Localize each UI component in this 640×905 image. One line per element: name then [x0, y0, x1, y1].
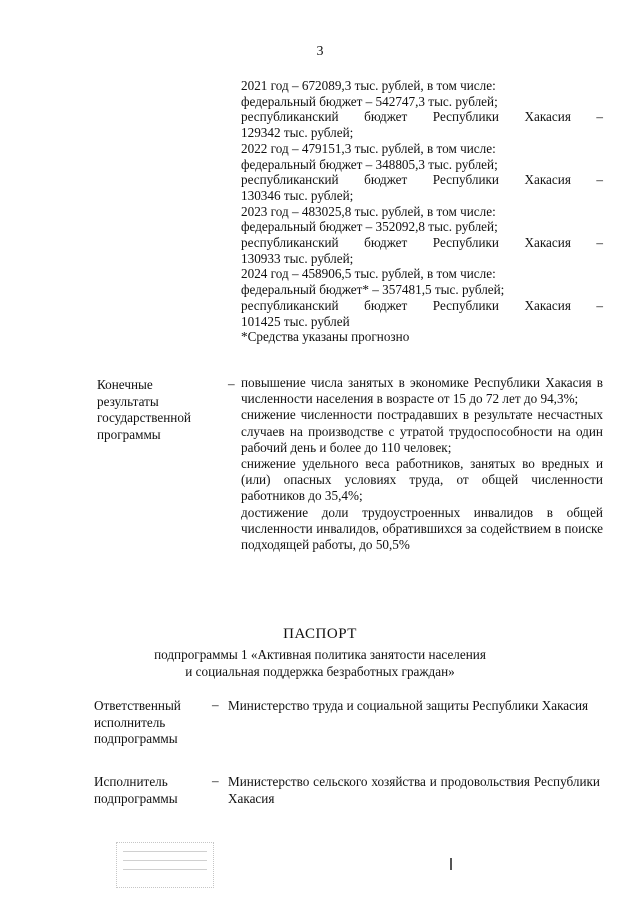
finance-line: 130933 тыс. рублей; [241, 250, 354, 266]
finance-line: 101425 тыс. рублей [241, 313, 350, 329]
finance-line: 2023 год – 483025,8 тыс. рублей, в том числе: [241, 203, 496, 219]
faded-stamp-image [116, 842, 214, 888]
results-label-line: государственной [97, 410, 191, 425]
result-item: снижение численности пострадавших в результате несчастных случаев на производстве с утратой трудоспособности на один рабочий день и более до 110 человек; [241, 407, 603, 455]
results-dash: – [228, 376, 235, 391]
finance-line: федеральный бюджет – 542747,3 тыс. рублей; [241, 93, 498, 109]
executor-label [94, 774, 209, 807]
responsible-value: Министерство труда и социальной защиты Республики Хакасия [228, 698, 589, 713]
responsible-label-line: Ответственный [94, 698, 181, 713]
executor-dash: – [212, 773, 219, 788]
finance-footnote: *Средства указаны прогнозно [241, 329, 410, 345]
passport-subtitle [0, 647, 640, 680]
finance-line: 2021 год – 672089,3 тыс. рублей, в том числе: [241, 78, 496, 93]
page-number: 3 [316, 44, 324, 59]
results-label-line: результаты [97, 393, 159, 409]
executor-label-line: подпрограммы [94, 790, 178, 806]
results-label [97, 377, 227, 443]
passport-subtitle-line: подпрограммы 1 «Активная политика занятости населения [154, 647, 486, 662]
result-item: повышение числа занятых в экономике Республики Хакасия в численности населения в возрасте от 15 до 72 лет до 94,3%; [241, 375, 603, 407]
result-item: достижение доли трудоустроенных инвалидов в общей численности инвалидов, обратившихся за содействием в поиске подходящей работы, до 50,5% [241, 504, 603, 553]
finance-line: федеральный бюджет – 352092,8 тыс. рублей; [241, 219, 498, 235]
finance-line: 2022 год – 479151,3 тыс. рублей, в том числе: [241, 140, 496, 156]
finance-line: 129342 тыс. рублей; [241, 125, 354, 141]
responsible-label-line: подпрограммы [94, 731, 178, 746]
responsible-label [94, 698, 209, 748]
finance-line: республиканский бюджет Республики Хакасия – [241, 172, 603, 188]
finance-line: федеральный бюджет – 348805,3 тыс. рублей; [241, 156, 498, 172]
result-item: снижение удельного веса работников, занятых во вредных и (или) опасных условиях труда, от общей численности работников до 35,4%; [241, 456, 603, 504]
executor-label-line: Исполнитель [94, 774, 168, 789]
pen-mark [450, 858, 452, 870]
finance-line: 130346 тыс. рублей; [241, 187, 354, 203]
finance-line: 2024 год – 458906,5 тыс. рублей, в том числе: [241, 266, 496, 282]
finance-line: республиканский бюджет Республики Хакасия – [241, 297, 603, 313]
results-label-line: программы [97, 426, 161, 442]
passport-title: ПАСПОРТ [283, 626, 357, 642]
finance-line: республиканский бюджет Республики Хакасия – [241, 235, 603, 251]
results-list [241, 375, 603, 553]
finance-line: федеральный бюджет* – 357481,5 тыс. рублей; [241, 282, 505, 298]
responsible-label-line: исполнитель [94, 714, 166, 730]
executor-value: Министерство сельского хозяйства и продовольствия Республики Хакасия [228, 774, 600, 806]
financing-block [241, 78, 603, 345]
passport-subtitle-line: и социальная поддержка безработных граждан» [185, 663, 455, 679]
responsible-dash: – [212, 697, 219, 712]
results-label-line: Конечные [97, 377, 153, 392]
finance-line: республиканский бюджет Республики Хакасия – [241, 109, 603, 125]
